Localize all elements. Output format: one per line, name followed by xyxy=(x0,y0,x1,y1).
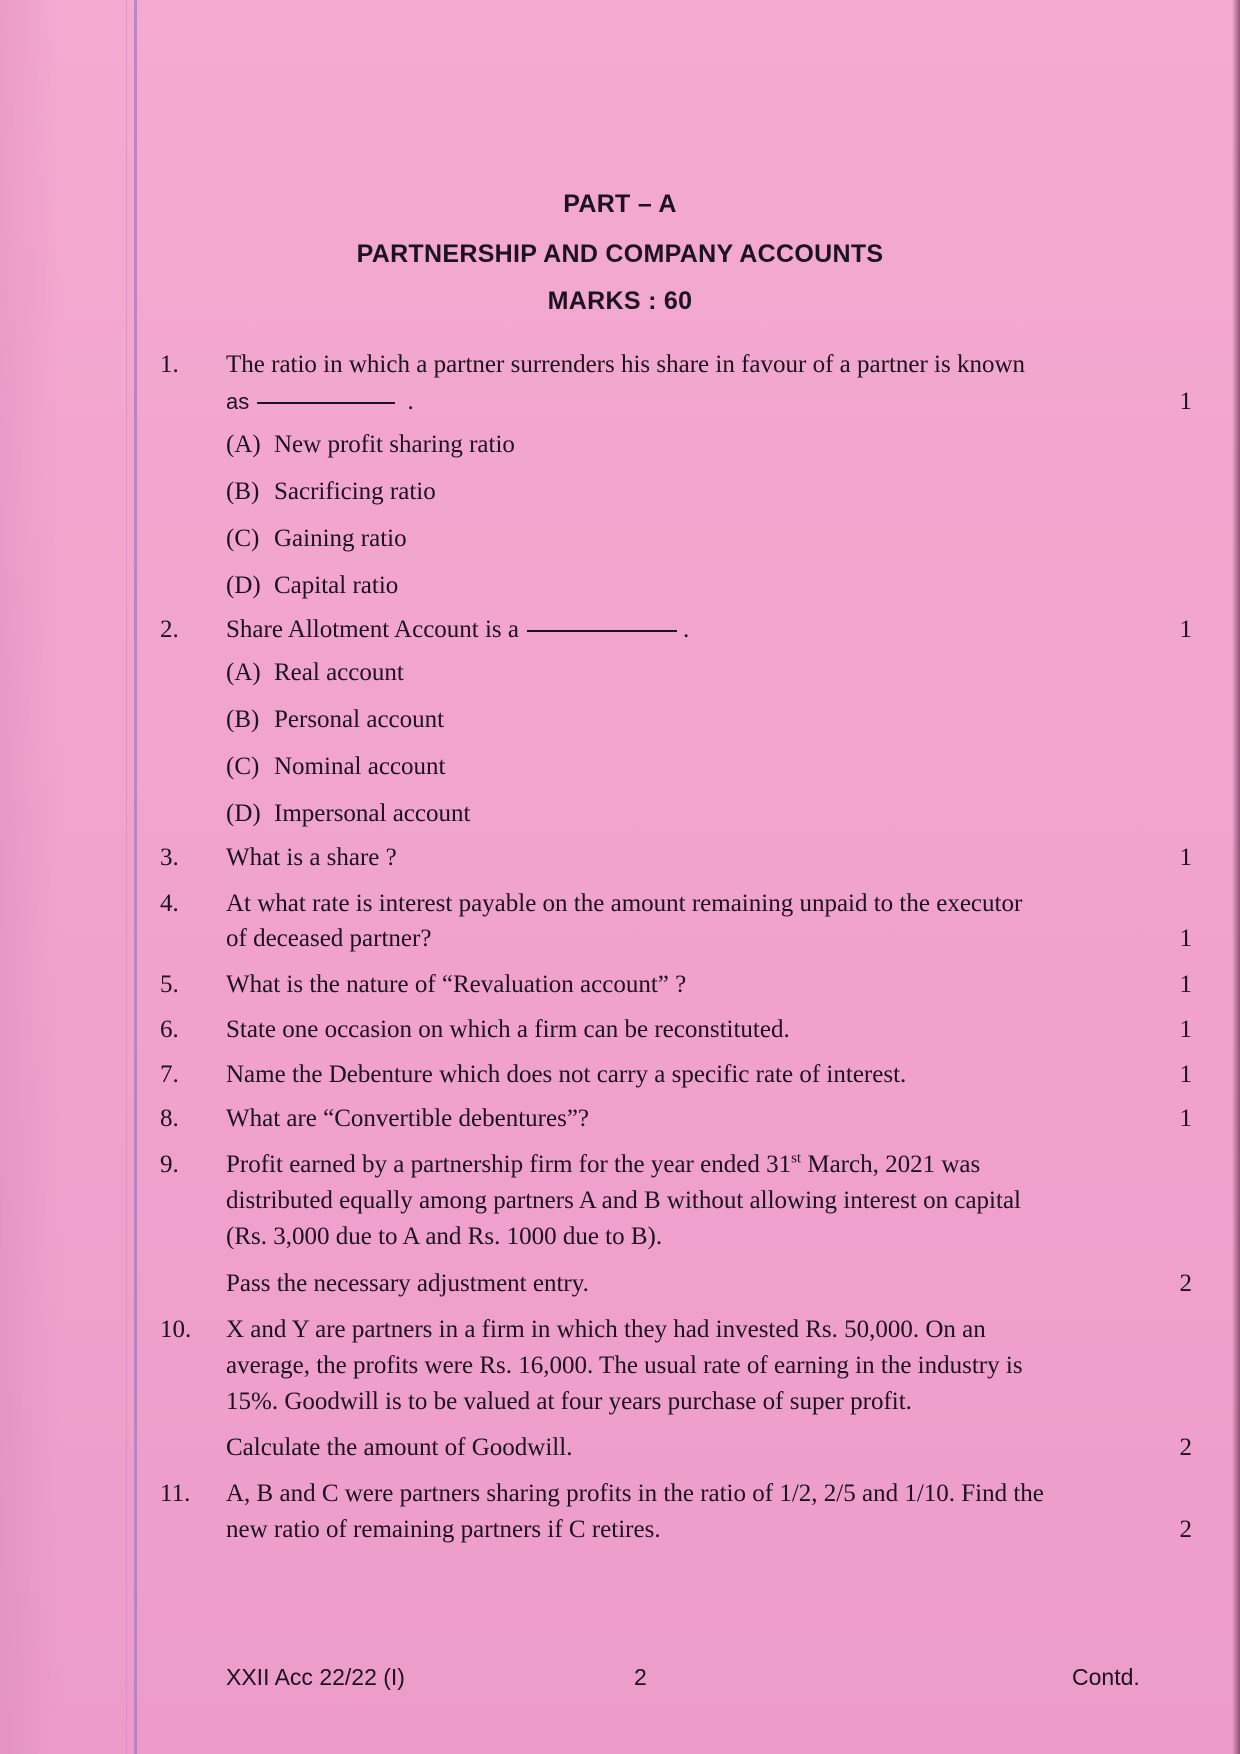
question-text: Share Allotment Account is a . xyxy=(226,616,690,643)
marks-value: 1 xyxy=(1179,388,1192,415)
question-text-continued: (Rs. 3,000 due to A and Rs. 1000 due to B). xyxy=(226,1223,663,1250)
option-letter: (A) xyxy=(226,431,261,458)
option-text: Capital ratio xyxy=(274,572,399,599)
question-text: What are “Convertible debentures”? xyxy=(226,1105,590,1132)
question-text: At what rate is interest payable on the amount remaining unpaid to the executor xyxy=(226,890,1023,917)
marks-value: 2 xyxy=(1179,1434,1192,1461)
option-letter: (C) xyxy=(226,525,260,552)
marks-value: 1 xyxy=(1179,925,1192,952)
option-letter: (D) xyxy=(226,800,261,827)
option-letter: (A) xyxy=(226,659,261,686)
question-number: 7. xyxy=(160,1061,179,1088)
marks-value: 1 xyxy=(1179,1016,1192,1043)
question-text-as: as xyxy=(226,389,250,414)
question-text: What is a share ? xyxy=(226,844,397,871)
question-text-continued: average, the profits were Rs. 16,000. The usual rate of earning in the industry is xyxy=(226,1352,1023,1379)
question-number: 9. xyxy=(160,1151,179,1178)
question-text: State one occasion on which a firm can be reconstituted. xyxy=(226,1016,790,1043)
question-number: 11. xyxy=(160,1480,191,1507)
question-text: X and Y are partners in a firm in which they had invested Rs. 50,000. On an xyxy=(226,1316,986,1343)
option-text: Impersonal account xyxy=(274,800,471,827)
option-letter: (B) xyxy=(226,706,260,733)
option xyxy=(226,796,470,831)
option xyxy=(226,521,407,556)
question-number: 8. xyxy=(160,1105,179,1132)
question-text: What is the nature of “Revaluation account” ? xyxy=(226,971,687,998)
option xyxy=(226,749,445,784)
question-text: Name the Debenture which does not carry a specific rate of interest. xyxy=(226,1061,907,1088)
option xyxy=(226,655,404,690)
question-text-continued: distributed equally among partners A and B without allowing interest on capital xyxy=(226,1187,1021,1214)
option-text: New profit sharing ratio xyxy=(274,431,515,458)
option-letter: (C) xyxy=(226,753,260,780)
option-text: Gaining ratio xyxy=(274,525,407,552)
marks-value: 1 xyxy=(1179,971,1192,998)
marks-value: 1 xyxy=(1179,844,1192,871)
part-heading: PART – A xyxy=(563,190,677,218)
page-number: 2 xyxy=(634,1664,647,1690)
option-text: Nominal account xyxy=(274,753,446,780)
question-instruction: Pass the necessary adjustment entry. xyxy=(226,1270,589,1297)
question-text-continued: 15%. Goodwill is to be valued at four years purchase of super profit. xyxy=(226,1388,912,1415)
option-text: Sacrificing ratio xyxy=(274,478,436,505)
option-letter: (D) xyxy=(226,572,261,599)
superscript: st xyxy=(791,1150,802,1167)
question-number: 3. xyxy=(160,844,179,871)
contd-label: Contd. xyxy=(1072,1664,1140,1690)
question-instruction: Calculate the amount of Goodwill. xyxy=(226,1434,573,1461)
option xyxy=(226,568,398,603)
question-number: 6. xyxy=(160,1016,179,1043)
question-text: The ratio in which a partner surrenders his share in favour of a partner is known xyxy=(226,351,1026,378)
marks-value: 1 xyxy=(1179,1061,1192,1088)
option xyxy=(226,427,515,462)
question-number: 2. xyxy=(160,616,179,643)
question-number: 10. xyxy=(160,1316,192,1343)
marks-value: 1 xyxy=(1179,616,1192,643)
question-number: 4. xyxy=(160,890,179,917)
question-text-continued: as . xyxy=(226,388,414,415)
option xyxy=(226,702,444,737)
answer-blank xyxy=(257,402,395,404)
option-text: Personal account xyxy=(274,706,445,733)
question-number: 1. xyxy=(160,351,179,378)
question-text-continued: new ratio of remaining partners if C retires. xyxy=(226,1516,661,1543)
option-letter: (B) xyxy=(226,478,260,505)
marks-value: 2 xyxy=(1179,1516,1192,1543)
paper-code: XXII Acc 22/22 (I) xyxy=(226,1664,405,1690)
answer-blank xyxy=(527,630,677,632)
option xyxy=(226,474,436,509)
option-text: Real account xyxy=(274,659,404,686)
question-text: Profit earned by a partnership firm for the year ended 31st March, 2021 was xyxy=(226,1150,981,1178)
question-text-continued: of deceased partner? xyxy=(226,925,432,952)
question-text: A, B and C were partners sharing profits in the ratio of 1/2, 2/5 and 1/10. Find the xyxy=(226,1480,1044,1507)
marks-heading: MARKS : 60 xyxy=(547,287,693,315)
marks-value: 1 xyxy=(1179,1105,1192,1132)
subject-heading: PARTNERSHIP AND COMPANY ACCOUNTS xyxy=(356,240,884,268)
question-number: 5. xyxy=(160,971,179,998)
marks-value: 2 xyxy=(1179,1270,1192,1297)
